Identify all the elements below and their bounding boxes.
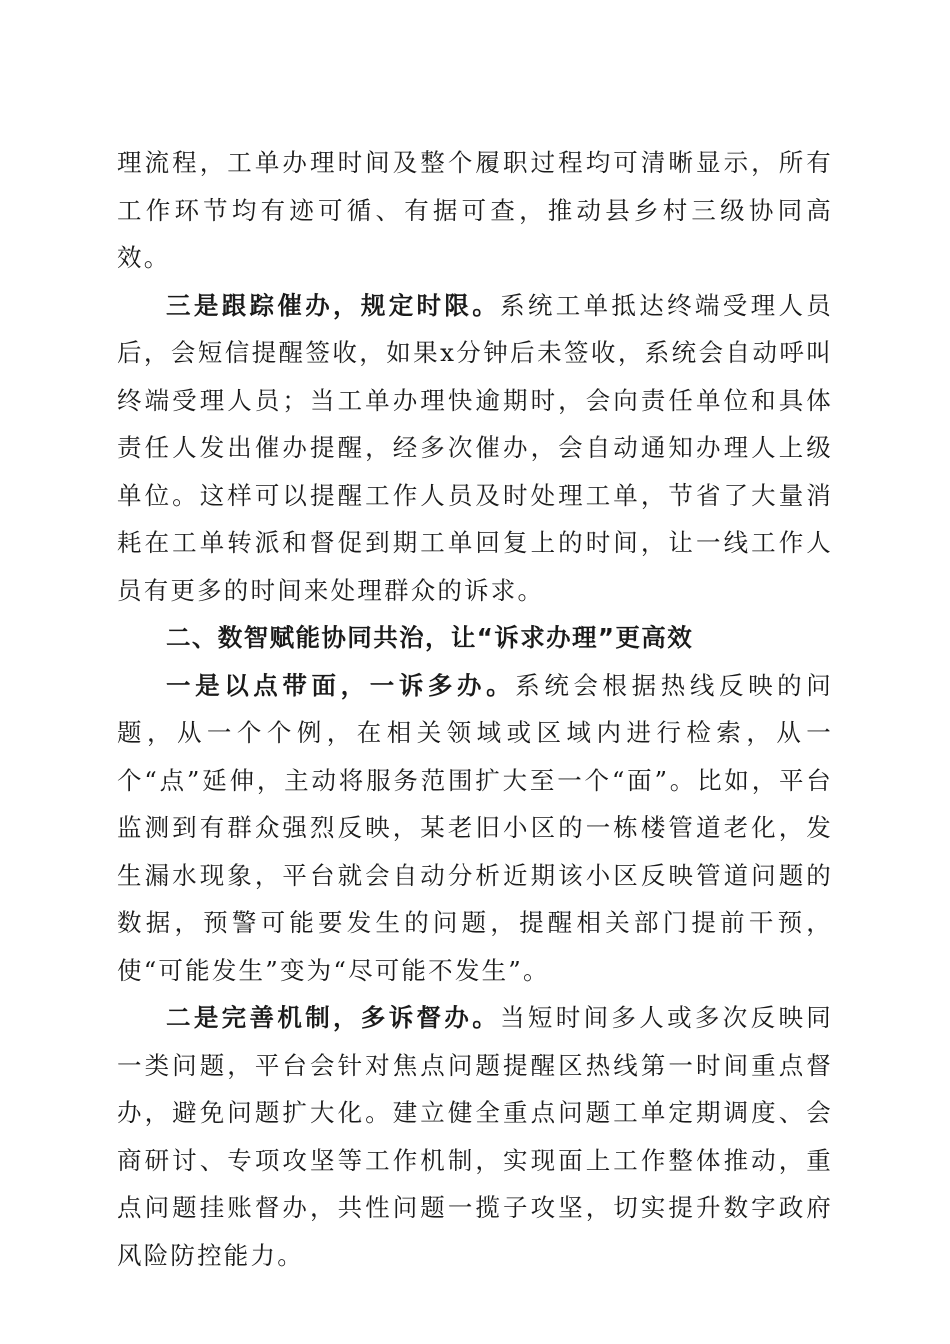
document-body xyxy=(117,139,833,1279)
paragraph-lead: 一是以点带面，一诉多办。 xyxy=(166,670,516,700)
paragraph-text: 当短时间多人或多次反映同一类问题，平台会针对焦点问题提醒区热线第一时间重点督办，避免问题扩大化。建立健全重点问题工单定期调度、会商研讨、专项攻坚等工作机制，实现面上工作整体推动，重点问题挂账督办，共性问题一揽子攻坚，切实提升数字政府风险防控能力。 xyxy=(117,1003,833,1270)
paragraph-point-to-area xyxy=(117,662,833,995)
section-heading: 二、数智赋能协同共治，让“诉求办理”更高效 xyxy=(166,623,694,652)
paragraph-continuation xyxy=(117,139,833,282)
paragraph-text: 理流程，工单办理时间及整个履职过程均可清晰显示，所有工作环节均有迹可循、有据可查，推动县乡村三级协同高效。 xyxy=(117,148,833,272)
paragraph-tracking-urging xyxy=(117,282,833,615)
paragraph-lead: 三是跟踪催办，规定时限。 xyxy=(166,290,501,320)
paragraph-lead: 二是完善机制，多诉督办。 xyxy=(166,1003,501,1032)
paragraph-text: 系统工单抵达终端受理人员后，会短信提醒签收，如果x分钟后未签收，系统会自动呼叫终端受理人员；当工单办理快逾期时，会向责任单位和具体责任人发出催办提醒，经多次催办，会自动通知办理人上级单位。这样可以提醒工作人员及时处理工单，节省了大量消耗在工单转派和督促到期工单回复上的时间，让一线工作人员有更多的时间来处理群众的诉求。 xyxy=(117,290,833,605)
paragraph-text: 系统会根据热线反映的问题，从一个个例，在相关领域或区域内进行检索，从一个“点”延伸，主动将服务范围扩大至一个“面”。比如，平台监测到有群众强烈反映，某老旧小区的一栋楼管道老化，发生漏水现象，平台就会自动分析近期该小区反映管道问题的数据，预警可能要发生的问题，提醒相关部门提前干预，使“可能发生”变为“尽可能不发生”。 xyxy=(117,670,833,985)
paragraph-mechanism xyxy=(117,994,833,1279)
